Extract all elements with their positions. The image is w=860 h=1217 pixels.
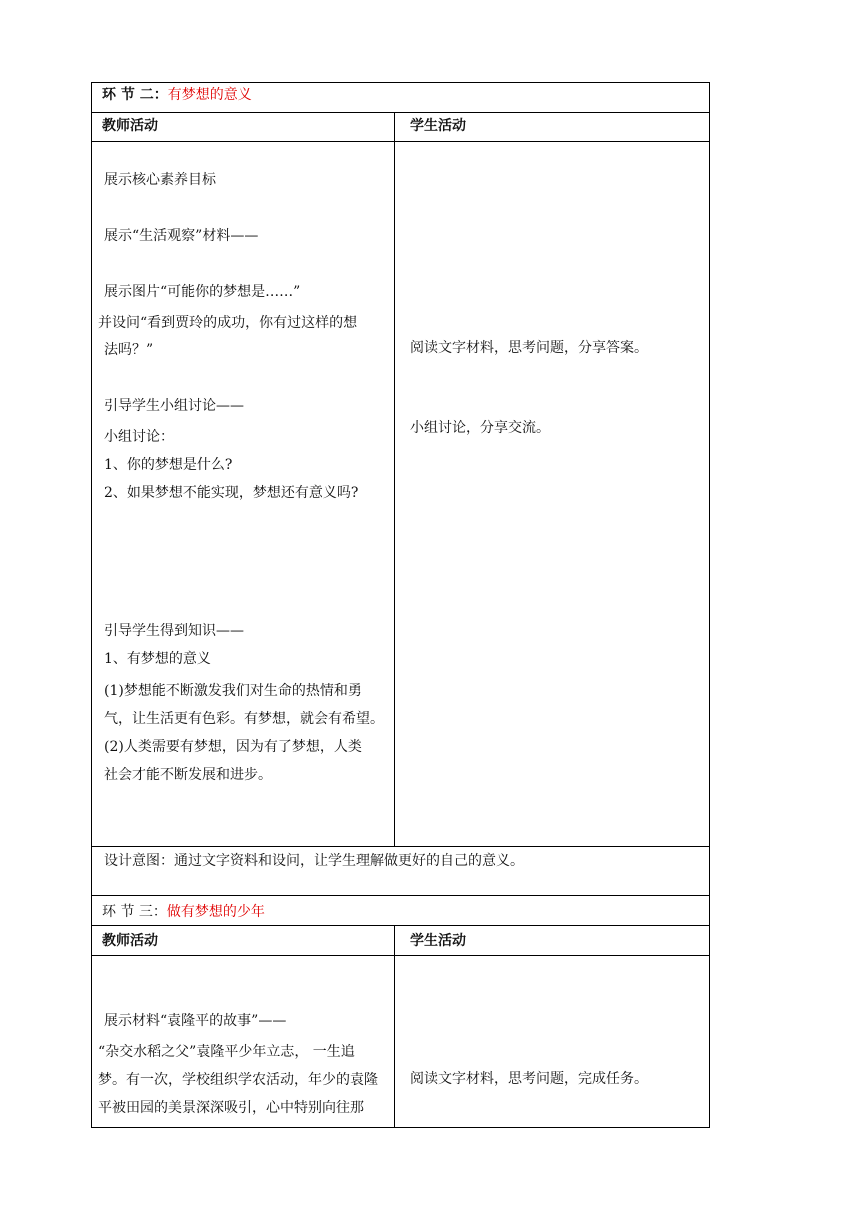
table-border-left bbox=[91, 82, 92, 1128]
section3-title: 做有梦想的少年 bbox=[166, 904, 265, 920]
teacher-line: 引导学生小组讨论—— bbox=[104, 398, 244, 414]
teacher-line: 并设问“看到贾玲的成功，你有过这样的想 bbox=[98, 315, 358, 331]
teacher-line: 2、如果梦想不能实现，梦想还有意义吗? bbox=[104, 485, 359, 501]
teacher-line: 小组讨论： bbox=[104, 429, 174, 445]
teacher-line: 引导学生得到知识—— bbox=[104, 623, 244, 639]
student-activity-header: 学生活动 bbox=[410, 118, 466, 134]
section2-heading bbox=[102, 86, 252, 104]
teacher-line: 法吗？” bbox=[104, 342, 154, 358]
table-rule bbox=[91, 846, 710, 847]
student-activity-header: 学生活动 bbox=[410, 933, 466, 949]
teacher-line: 展示核心素养目标 bbox=[104, 172, 216, 188]
student-line: 阅读文字材料，思考问题，完成任务。 bbox=[410, 1071, 648, 1087]
teacher-activity-header: 教师活动 bbox=[102, 118, 158, 134]
column-divider bbox=[394, 112, 395, 847]
teacher-line: 梦。有一次，学校组织学农活动，年少的袁隆 bbox=[98, 1072, 378, 1088]
table-rule bbox=[91, 955, 710, 956]
teacher-line: 1、你的梦想是什么? bbox=[104, 457, 233, 473]
teacher-line: 展示“生活观察”材料—— bbox=[104, 228, 259, 244]
student-line: 阅读文字材料，思考问题，分享答案。 bbox=[410, 340, 648, 356]
section3-heading bbox=[102, 903, 265, 921]
table-rule bbox=[91, 925, 710, 926]
section2-prefix: 环 节 二： bbox=[102, 87, 168, 103]
table-rule bbox=[91, 141, 710, 142]
section2-title: 有梦想的意义 bbox=[167, 87, 252, 103]
table-rule bbox=[91, 895, 710, 896]
teacher-line: 社会才能不断发展和进步。 bbox=[104, 767, 272, 783]
section3-prefix: 环 节 三： bbox=[102, 904, 167, 920]
column-divider bbox=[394, 925, 395, 1128]
teacher-line: “杂交水稻之父”袁隆平少年立志， 一生追 bbox=[98, 1044, 355, 1060]
teacher-line: 气，让生活更有色彩。有梦想，就会有希望。 bbox=[104, 711, 384, 727]
table-border-right bbox=[709, 82, 710, 1128]
teacher-line: (1)梦想能不断激发我们对生命的热情和勇 bbox=[104, 683, 362, 699]
table-border-top bbox=[91, 82, 710, 83]
table-border-bottom bbox=[91, 1127, 710, 1128]
teacher-line: (2)人类需要有梦想，因为有了梦想，人类 bbox=[104, 739, 362, 755]
teacher-activity-header: 教师活动 bbox=[102, 933, 158, 949]
teacher-line: 平被田园的美景深深吸引，心中特别向往那 bbox=[98, 1100, 364, 1116]
table-rule bbox=[91, 112, 710, 113]
teacher-line: 1、有梦想的意义 bbox=[104, 651, 211, 667]
teacher-line: 展示图片“可能你的梦想是……” bbox=[104, 284, 301, 300]
teacher-line: 展示材料“袁隆平的故事”—— bbox=[104, 1013, 287, 1029]
design-intent: 设计意图：通过文字资料和设问，让学生理解做更好的自己的意义。 bbox=[104, 853, 524, 869]
student-line: 小组讨论，分享交流。 bbox=[410, 420, 550, 436]
